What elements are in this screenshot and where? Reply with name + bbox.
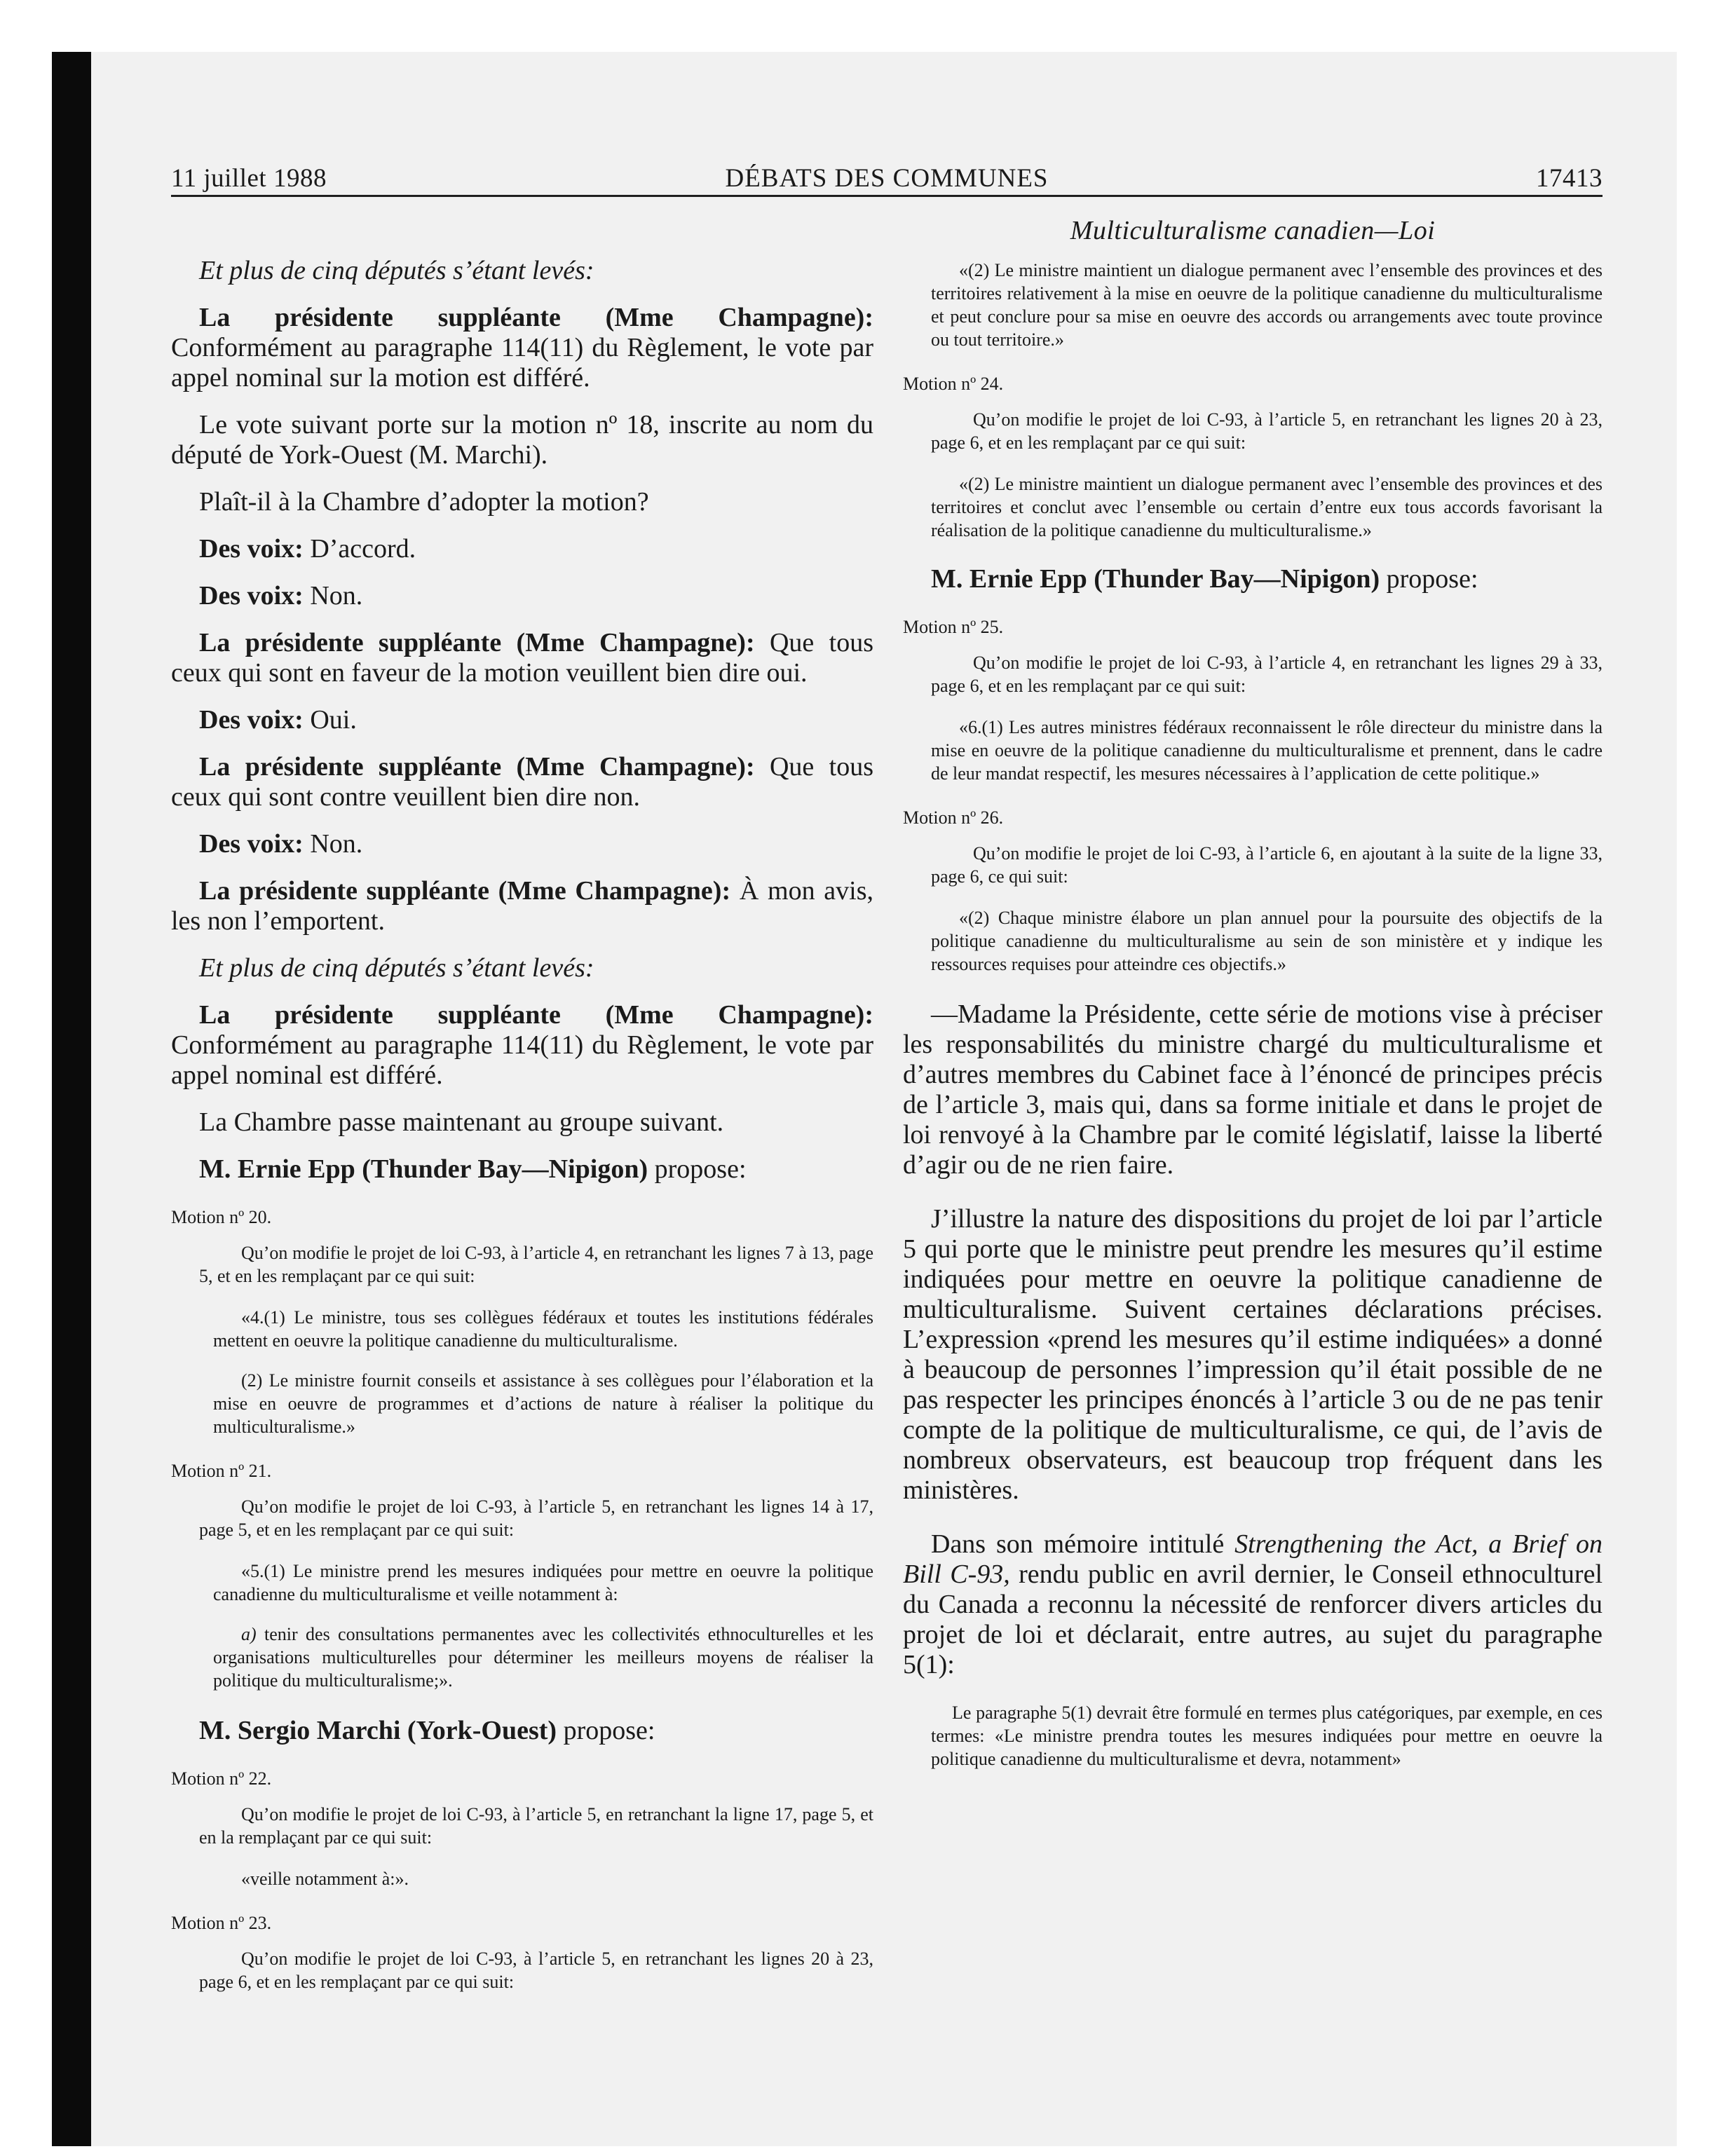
quoted-text: «5.(1) Le ministre prend les mesures indiquées pour mettre en oeuvre la politique canadienne du multiculturalisme et veille notamment à: <box>213 1561 873 1604</box>
quoted-text <box>213 1623 873 1692</box>
text-span: Dans son mémoire intitulé <box>931 1529 1225 1559</box>
text-span: rendu public en avril dernier, le Conseil ethnoculturel du Canada a reconnu la nécessité de renforcer divers articles du projet de loi et déclarait, entre autres, au sujet du paragraphe 5(1): <box>903 1560 1603 1679</box>
paragraph <box>171 752 873 812</box>
amendment-text: Qu’on modifie le projet de loi C-93, à l’article 5, en retranchant les lignes 20 à 23, page 6, et en les remplaçant par ce qui suit: <box>931 409 1603 453</box>
header-page-number: 17413 <box>1536 164 1603 193</box>
paragraph <box>171 581 873 611</box>
running-title: Multiculturalisme canadien—Loi <box>1070 216 1436 245</box>
speech: Oui. <box>310 705 357 735</box>
motion-number: Motion nº 21. <box>171 1461 272 1481</box>
speaker: La présidente suppléante (Mme Champagne): <box>199 876 731 906</box>
paragraph <box>171 705 873 735</box>
paragraph <box>171 628 873 688</box>
right-column <box>903 200 1603 1770</box>
motion-number: Motion nº 20. <box>171 1207 272 1227</box>
paragraph: Plaît-il à la Chambre d’adopter la motion? <box>199 487 649 517</box>
speaker: La présidente suppléante (Mme Champagne): <box>199 303 873 332</box>
motion-number: Motion nº 24. <box>903 374 1004 394</box>
speech: propose: <box>563 1716 655 1745</box>
speaker: La présidente suppléante (Mme Champagne): <box>199 752 755 782</box>
speech: Non. <box>310 829 363 859</box>
page-header <box>171 158 1603 194</box>
quoted-text: «4.(1) Le ministre, tous ses collègues fédéraux et toutes les institutions fédérales mettent en oeuvre la politique canadienne du multiculturalisme. <box>213 1307 873 1351</box>
speech: propose: <box>1386 564 1478 594</box>
speech: Conformément au paragraphe 114(11) du Règlement, le vote par appel nominal sur la motion est différé. <box>171 333 873 393</box>
motion-number: Motion nº 22. <box>171 1768 272 1789</box>
paragraph <box>903 1529 1603 1680</box>
speech: À mon avis, les non l’emportent. <box>171 876 874 936</box>
item-text: tenir des consultations permanentes avec les collectivités ethnoculturelles et les organisations multiculturelles pour déterminer les meilleurs moyens de réaliser la politique du multiculturalisme;». <box>213 1624 873 1691</box>
speech: Conformément au paragraphe 114(11) du Règlement, le vote par appel nominal est différé. <box>171 1030 873 1090</box>
quoted-text: «(2) Chaque ministre élabore un plan annuel pour la poursuite des objectifs de la politique canadienne du multiculturalisme au sein de son ministère et y indique les ressources requises pour atteindre ces objectifs.» <box>931 908 1603 974</box>
amendment-text: Qu’on modifie le projet de loi C-93, à l’article 5, en retranchant la ligne 17, page 5, et en la remplaçant par ce qui suit: <box>199 1804 873 1848</box>
speech: Non. <box>310 581 363 610</box>
speaker: La présidente suppléante (Mme Champagne): <box>199 1000 873 1030</box>
speaker: M. Ernie Epp (Thunder Bay—Nipigon) <box>931 564 1380 594</box>
speaker: Des voix: <box>199 534 304 564</box>
paragraph: Le vote suivant porte sur la motion nº 18, inscrite au nom du député de York-Ouest (M. Marchi). <box>171 410 873 470</box>
quoted-text: «6.(1) Les autres ministres fédéraux reconnaissent le rôle directeur du ministre dans la mise en oeuvre de la politique canadienne du multiculturalisme et prennent, dans le cadre de leur mandat respectif, les mesures nécessaires à l’application de cette politique.» <box>931 717 1603 784</box>
stage-direction: Et plus de cinq députés s’étant levés: <box>199 953 594 983</box>
amendment-text: Qu’on modifie le projet de loi C-93, à l’article 4, en retranchant les lignes 7 à 13, page 5, et en les remplaçant par ce qui suit: <box>199 1243 873 1286</box>
paragraph <box>171 303 873 393</box>
quoted-text: «(2) Le ministre maintient un dialogue permanent avec l’ensemble des provinces et des territoires relativement à la mise en oeuvre de la politique canadienne du multiculturalisme et peut conclure pour sa mise en oeuvre des accords ou arrangements avec toute province ou tout territoire.» <box>931 260 1603 350</box>
citation: Le paragraphe 5(1) devrait être formulé en termes plus catégoriques, par exemple, en ces termes: «Le ministre prendra toutes les mesures indiquées pour mettre en oeuvre la politique canadienne du multiculturalisme et devra, notamment» <box>931 1703 1603 1769</box>
paragraph <box>171 534 873 564</box>
paragraph <box>903 564 1603 594</box>
quoted-text: «veille notamment à:». <box>241 1869 409 1889</box>
paragraph <box>171 1000 873 1091</box>
brief-title: Strengthening the Act, a Brief on Bill C-93, <box>903 1529 1603 1589</box>
paragraph: J’illustre la nature des dispositions du projet de loi par l’article 5 qui porte que le ministre peut prendre les mesures qu’il estime indiquées pour mettre en oeuvre la politique canadienne de multiculturalisme. Suivent certaines déclarations précises. L’expression «prend les mesures qu’il estime indiquées» a donné à beaucoup de personnes l’impression qu’il était possible de ne pas respecter les principes énoncés à l’article 3 ou de ne pas tenir compte de la politique de multiculturalisme, ce qui, de l’avis de nombreux observateurs, est beaucoup trop fréquent dans les ministères. <box>903 1204 1603 1505</box>
speaker: Des voix: <box>199 581 304 610</box>
speaker: M. Sergio Marchi (York-Ouest) <box>199 1716 557 1745</box>
speech: Que tous ceux qui sont contre veuillent bien dire non. <box>171 752 873 812</box>
amendment-text: Qu’on modifie le projet de loi C-93, à l’article 4, en retranchant les lignes 29 à 33, page 6, et en les remplaçant par ce qui suit: <box>931 653 1603 696</box>
motion-number: Motion nº 25. <box>903 617 1004 637</box>
speaker: Des voix: <box>199 829 304 859</box>
header-title: DÉBATS DES COMMUNES <box>725 164 1049 193</box>
speech: Que tous ceux qui sont en faveur de la motion veuillent bien dire oui. <box>171 628 873 688</box>
paragraph <box>171 1154 873 1185</box>
speaker: Des voix: <box>199 705 304 735</box>
left-column <box>171 200 873 2012</box>
speaker: M. Ernie Epp (Thunder Bay—Nipigon) <box>199 1154 648 1184</box>
item-letter: a) <box>241 1624 257 1644</box>
scan-edge <box>52 52 91 2146</box>
quoted-text: «(2) Le ministre maintient un dialogue permanent avec l’ensemble des provinces et des territoires et conclut avec l’ensemble ou certain d’entre eux tous accords favorisant la réalisation de la politique canadienne du multiculturalisme.» <box>931 474 1603 540</box>
amendment-text: Qu’on modifie le projet de loi C-93, à l’article 5, en retranchant les lignes 20 à 23, page 6, et en les remplaçant par ce qui suit: <box>199 1949 873 1992</box>
amendment-text: Qu’on modifie le projet de loi C-93, à l’article 5, en retranchant les lignes 14 à 17, page 5, et en les remplaçant par ce qui suit: <box>199 1496 873 1540</box>
motion-number: Motion nº 26. <box>903 807 1004 828</box>
paragraph: La Chambre passe maintenant au groupe suivant. <box>199 1107 724 1137</box>
amendment-text: Qu’on modifie le projet de loi C-93, à l’article 6, en ajoutant à la suite de la ligne 33, page 6, ce qui suit: <box>931 843 1603 887</box>
header-date: 11 juillet 1988 <box>171 164 327 193</box>
paragraph <box>171 1716 873 1746</box>
paragraph <box>171 876 873 936</box>
paragraph <box>171 829 873 859</box>
speaker: La présidente suppléante (Mme Champagne): <box>199 628 755 657</box>
paragraph: —Madame la Présidente, cette série de motions vise à préciser les responsabilités du ministre chargé du multiculturalisme et d’autres membres du Cabinet face à l’énoncé de principes précis de l’article 3, mais qui, dans sa forme initiale et dans le projet de loi renvoyé à la Chambre par le comité législatif, laisse la liberté d’agir ou de ne rien faire. <box>903 999 1603 1180</box>
speech: D’accord. <box>310 534 416 564</box>
motion-number: Motion nº 23. <box>171 1913 272 1933</box>
header-rule <box>171 195 1603 197</box>
quoted-text: (2) Le ministre fournit conseils et assistance à ses collègues pour l’élaboration et la mise en oeuvre de programmes et d’actions de nature à réaliser la politique du multiculturalisme.» <box>213 1370 873 1437</box>
speech: propose: <box>654 1154 747 1184</box>
stage-direction: Et plus de cinq députés s’étant levés: <box>199 256 594 285</box>
